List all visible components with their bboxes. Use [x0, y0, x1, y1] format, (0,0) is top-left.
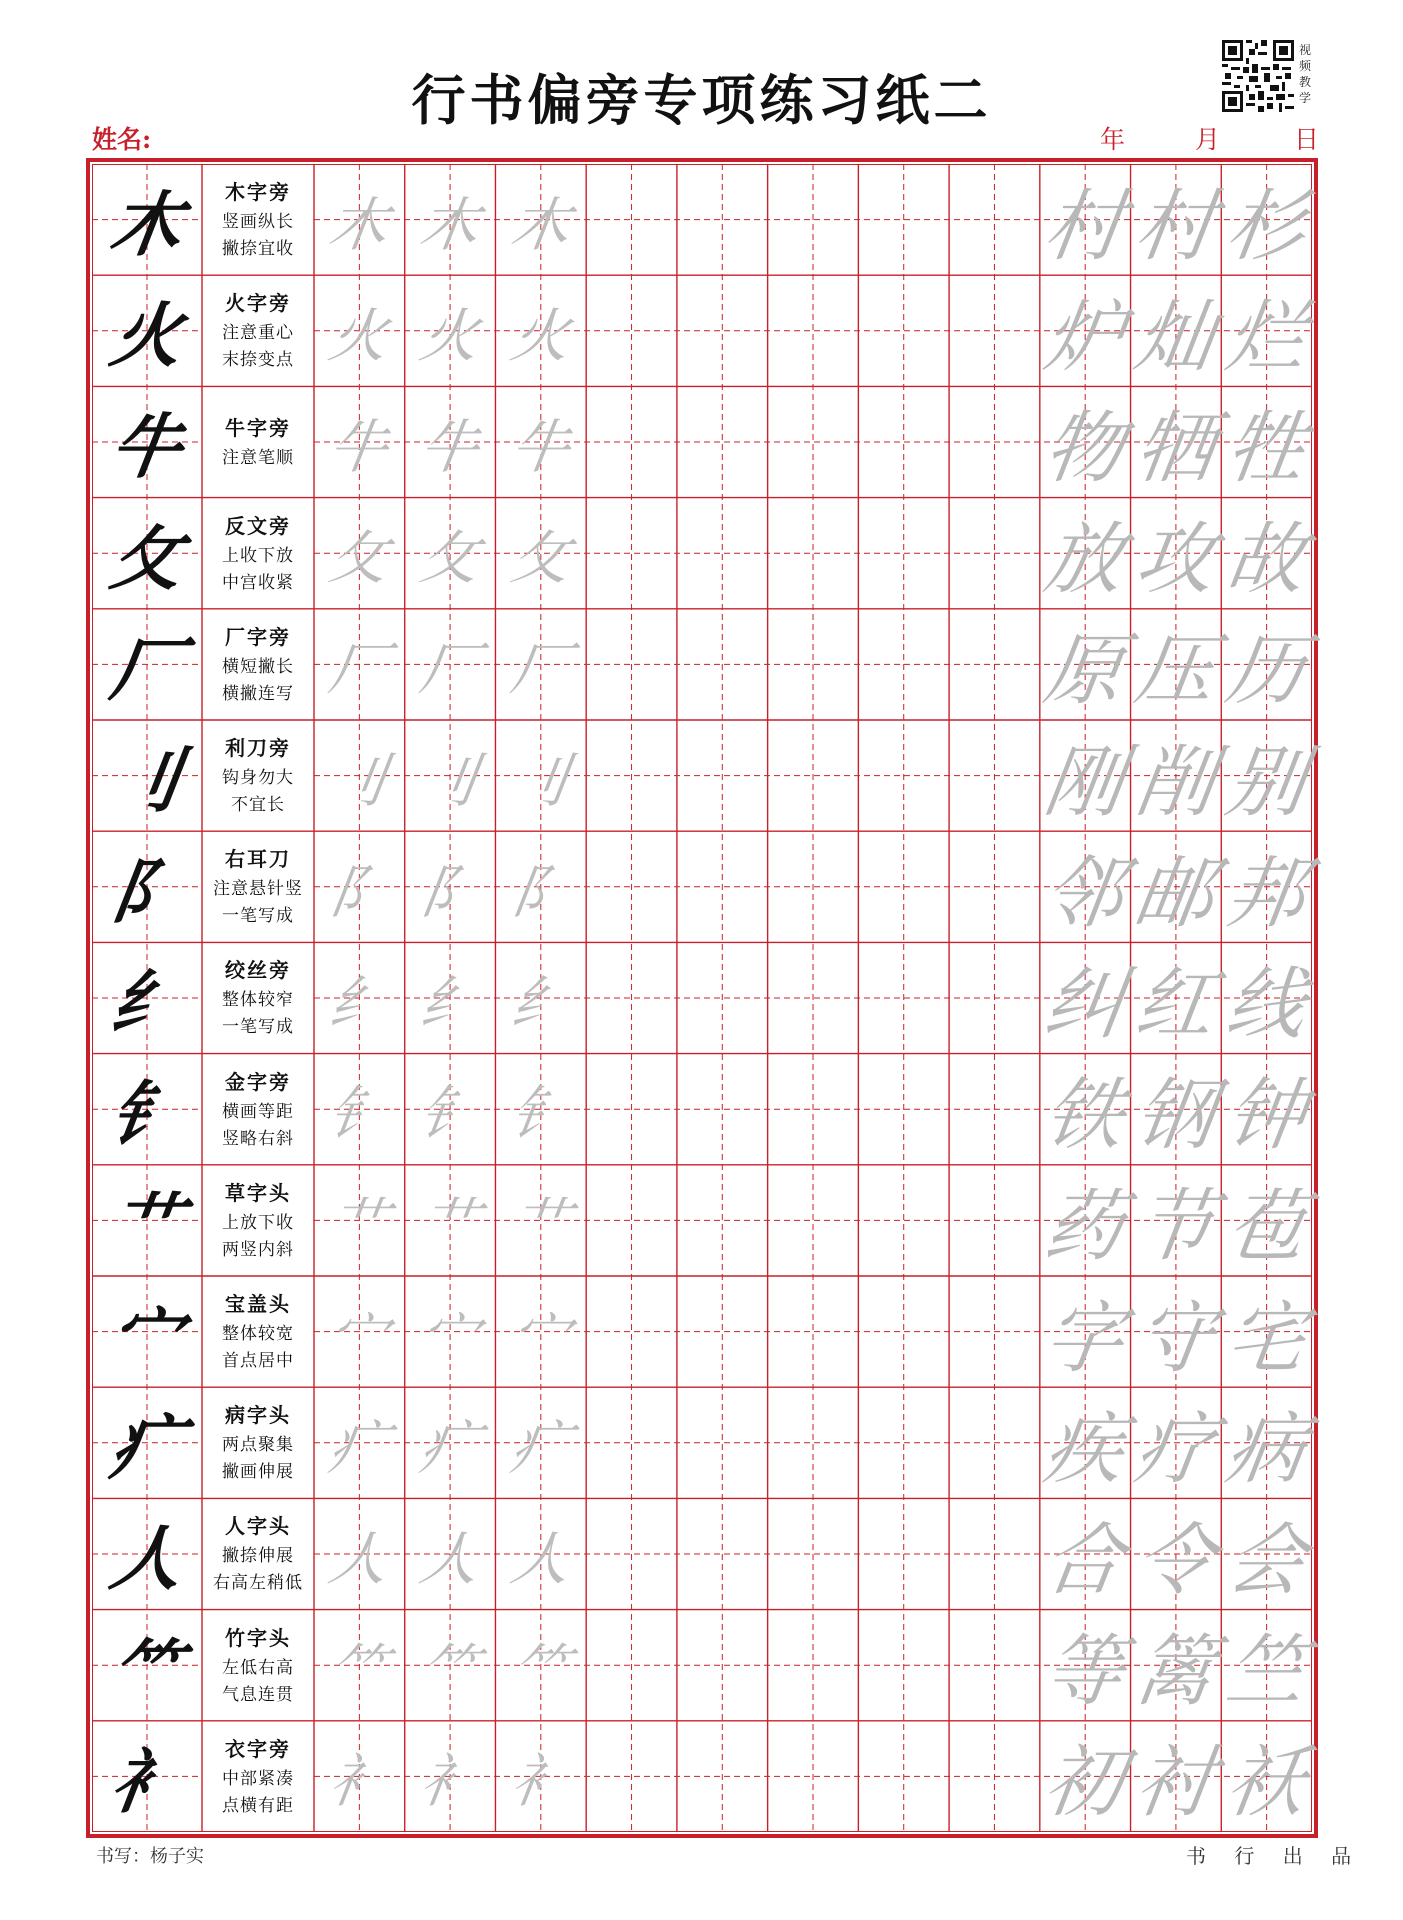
trace-radical-cell[interactable] — [495, 275, 586, 386]
trace-example-cell[interactable] — [1221, 609, 1312, 720]
trace-example-char: 等 — [1038, 1627, 1130, 1718]
model-radical-cell — [92, 1610, 202, 1721]
trace-example-cell[interactable] — [1221, 1498, 1312, 1609]
trace-example-cell[interactable] — [1131, 831, 1222, 942]
trace-example-cell[interactable] — [1131, 1610, 1222, 1721]
trace-radical: 牛 — [506, 412, 574, 481]
model-radical: 纟 — [105, 961, 188, 1045]
trace-radical: 木 — [324, 190, 393, 259]
trace-radical: 宀 — [506, 1302, 574, 1371]
trace-example-cell[interactable] — [1131, 1165, 1222, 1276]
trace-radical-cell[interactable] — [405, 831, 496, 942]
practice-row — [92, 498, 1312, 609]
trace-radical-cell[interactable] — [314, 1276, 405, 1387]
trace-radical-cell[interactable] — [495, 1165, 586, 1276]
radical-description — [202, 609, 314, 720]
model-radical: 钅 — [105, 1072, 188, 1156]
trace-radical: 衤 — [415, 1747, 484, 1816]
model-radical-cell — [92, 498, 202, 609]
trace-example-cell[interactable] — [1131, 1276, 1222, 1387]
model-radical-cell — [92, 609, 202, 720]
trace-example-cell[interactable] — [1221, 386, 1312, 497]
trace-example-cell[interactable] — [1131, 1721, 1222, 1832]
trace-radical: 阝 — [324, 857, 393, 926]
trace-radical: 疒 — [324, 1413, 393, 1482]
trace-radical: 钅 — [324, 1080, 393, 1149]
radical-name: 竹字头 — [225, 1625, 291, 1650]
radical-name: 右耳刀 — [225, 847, 291, 872]
trace-example-char: 初 — [1038, 1738, 1130, 1829]
trace-radical-cell[interactable] — [495, 386, 586, 497]
trace-example-cell[interactable] — [1131, 942, 1222, 1053]
trace-radical-cell[interactable] — [405, 1721, 496, 1832]
writing-tip: 一笔写成 — [222, 1017, 294, 1038]
trace-example-cell[interactable] — [1131, 1387, 1222, 1498]
model-radical: 阝 — [105, 850, 188, 934]
trace-radical-cell[interactable] — [495, 609, 586, 720]
radical-description — [202, 831, 314, 942]
trace-radical-cell[interactable] — [405, 1054, 496, 1165]
radical-description — [202, 498, 314, 609]
writing-tip: 撇画伸展 — [222, 1462, 294, 1483]
qr-code-icon — [1222, 40, 1294, 112]
trace-example-char: 邻 — [1038, 848, 1130, 939]
trace-example-cell[interactable] — [1221, 1610, 1312, 1721]
trace-example-char: 纠 — [1038, 959, 1130, 1050]
trace-example-char: 邮 — [1129, 848, 1221, 939]
trace-example-cell[interactable] — [1221, 720, 1312, 831]
writing-tip: 撇捺宜收 — [222, 239, 294, 260]
radical-description — [202, 720, 314, 831]
trace-example-cell[interactable] — [1040, 720, 1131, 831]
radical-description — [202, 1276, 314, 1387]
model-radical-cell — [92, 1387, 202, 1498]
qr-code[interactable] — [1222, 40, 1294, 112]
writing-tip: 两竖内斜 — [222, 1239, 294, 1260]
model-radical: 火 — [105, 294, 188, 378]
writing-tip: 竖画纵长 — [222, 212, 294, 233]
trace-radical-cell[interactable] — [314, 1165, 405, 1276]
trace-radical: 宀 — [415, 1302, 484, 1371]
trace-radical-cell[interactable] — [314, 1610, 405, 1721]
model-radical: 厂 — [105, 627, 188, 711]
trace-radical-cell[interactable] — [495, 1054, 586, 1165]
trace-example-char: 压 — [1129, 626, 1221, 717]
trace-radical: 牛 — [324, 412, 393, 481]
trace-radical-cell[interactable] — [495, 1276, 586, 1387]
writing-tip: 点横有距 — [222, 1795, 294, 1816]
trace-radical: 阝 — [415, 857, 484, 926]
page-title: 行书偏旁专项练习纸二 — [411, 68, 992, 132]
trace-example-char: 竺 — [1220, 1627, 1311, 1718]
trace-example-char: 袄 — [1220, 1738, 1311, 1829]
trace-example-cell[interactable] — [1040, 1610, 1131, 1721]
trace-example-cell[interactable] — [1221, 1276, 1312, 1387]
writing-tip: 中宫收紧 — [222, 572, 294, 593]
practice-row — [92, 275, 1312, 386]
publisher-credit: 书 行 出 品 — [1186, 1844, 1363, 1868]
trace-radical: 火 — [324, 301, 393, 370]
trace-radical: 人 — [506, 1524, 574, 1593]
radical-description — [202, 164, 314, 275]
trace-example-char: 疾 — [1038, 1404, 1130, 1495]
radical-name: 火字旁 — [225, 291, 291, 316]
trace-example-char: 削 — [1129, 737, 1221, 828]
radical-name: 绞丝旁 — [225, 958, 291, 983]
trace-radical-cell[interactable] — [495, 1387, 586, 1498]
trace-radical: 火 — [506, 301, 574, 370]
model-radical: 攵 — [105, 516, 188, 600]
trace-example-char: 字 — [1038, 1293, 1130, 1384]
practice-row — [92, 720, 1312, 831]
trace-example-char: 放 — [1038, 515, 1130, 606]
radical-description — [202, 1387, 314, 1498]
trace-radical-cell[interactable] — [314, 386, 405, 497]
writing-tip: 上收下放 — [222, 545, 294, 566]
trace-example-char: 杉 — [1220, 181, 1311, 272]
trace-radical-cell[interactable] — [314, 942, 405, 1053]
model-radical-cell — [92, 942, 202, 1053]
trace-radical: 刂 — [506, 746, 574, 815]
model-radical: 疒 — [105, 1406, 188, 1490]
radical-name: 木字旁 — [225, 180, 291, 205]
trace-example-cell[interactable] — [1040, 498, 1131, 609]
practice-row — [92, 1610, 1312, 1721]
writing-tip: 两点聚集 — [222, 1435, 294, 1456]
trace-example-cell[interactable] — [1131, 720, 1222, 831]
trace-radical-cell[interactable] — [405, 164, 496, 275]
trace-example-cell[interactable] — [1040, 609, 1131, 720]
trace-example-cell[interactable] — [1131, 609, 1222, 720]
trace-example-char: 篱 — [1129, 1627, 1221, 1718]
model-radical-cell — [92, 720, 202, 831]
trace-radical: 攵 — [324, 524, 393, 593]
trace-radical: 厂 — [324, 635, 393, 704]
radical-name: 厂字旁 — [225, 624, 291, 649]
trace-radical: 艹 — [324, 1191, 393, 1260]
trace-example-char: 别 — [1220, 737, 1311, 828]
trace-radical: 阝 — [506, 857, 574, 926]
trace-radical-cell[interactable] — [314, 1498, 405, 1609]
trace-radical: 牛 — [415, 412, 484, 481]
trace-example-cell[interactable] — [1040, 275, 1131, 386]
practice-row — [92, 1276, 1312, 1387]
trace-radical: 宀 — [324, 1302, 393, 1371]
trace-radical-cell[interactable] — [314, 1054, 405, 1165]
trace-example-char: 历 — [1220, 626, 1311, 717]
writing-tip: 注意悬针竖 — [213, 879, 303, 900]
practice-row — [92, 386, 1312, 497]
trace-example-cell[interactable] — [1040, 1721, 1131, 1832]
radical-description — [202, 386, 314, 497]
trace-example-cell[interactable] — [1221, 831, 1312, 942]
trace-example-char: 衬 — [1129, 1738, 1221, 1829]
radical-name: 金字旁 — [225, 1069, 291, 1094]
trace-radical-cell[interactable] — [314, 275, 405, 386]
radical-name: 利刀旁 — [225, 736, 291, 761]
trace-radical-cell[interactable] — [314, 609, 405, 720]
practice-row — [92, 609, 1312, 720]
writing-tip: 撇捺伸展 — [222, 1546, 294, 1567]
trace-example-char: 红 — [1129, 959, 1221, 1050]
trace-example-cell[interactable] — [1040, 1276, 1131, 1387]
writing-tip: 上放下收 — [222, 1212, 294, 1233]
model-radical-cell — [92, 1276, 202, 1387]
writing-tip: 右高左稍低 — [213, 1573, 303, 1594]
radical-name: 人字头 — [225, 1514, 291, 1539]
writing-tip: 横短撇长 — [222, 656, 294, 677]
trace-radical: 纟 — [324, 968, 393, 1037]
trace-radical: 衤 — [506, 1747, 574, 1816]
model-radical: 刂 — [105, 739, 188, 823]
model-radical-cell — [92, 1498, 202, 1609]
model-radical-cell — [92, 164, 202, 275]
writing-tip: 整体较窄 — [222, 990, 294, 1011]
trace-radical: ⺮ — [415, 1636, 484, 1705]
practice-row — [92, 1054, 1312, 1165]
practice-row — [92, 1721, 1312, 1832]
trace-example-char: 物 — [1038, 403, 1130, 494]
trace-example-char: 牲 — [1220, 403, 1311, 494]
trace-radical-cell[interactable] — [405, 1498, 496, 1609]
trace-example-char: 灿 — [1129, 292, 1221, 383]
trace-example-cell[interactable] — [1040, 942, 1131, 1053]
name-field-label: 姓名: — [92, 125, 152, 154]
date-year-label: 年 — [1100, 125, 1126, 154]
model-radical-cell — [92, 275, 202, 386]
trace-radical-cell[interactable] — [405, 275, 496, 386]
trace-radical: 艹 — [415, 1191, 484, 1260]
trace-example-char: 攻 — [1129, 515, 1221, 606]
trace-radical-cell[interactable] — [405, 609, 496, 720]
trace-example-char: 线 — [1220, 959, 1311, 1050]
trace-example-cell[interactable] — [1131, 275, 1222, 386]
trace-radical: 纟 — [415, 968, 484, 1037]
trace-radical: 钅 — [415, 1080, 484, 1149]
trace-radical: ⺮ — [324, 1636, 393, 1705]
writing-tip: 横撇连写 — [222, 683, 294, 704]
trace-radical-cell[interactable] — [314, 720, 405, 831]
radical-name: 草字头 — [225, 1180, 291, 1205]
radical-description — [202, 1165, 314, 1276]
trace-radical-cell[interactable] — [405, 498, 496, 609]
trace-example-char: 故 — [1220, 515, 1311, 606]
trace-radical-cell[interactable] — [495, 720, 586, 831]
writing-tip: 竖略右斜 — [222, 1128, 294, 1149]
practice-row — [92, 942, 1312, 1053]
practice-row — [92, 164, 1312, 275]
trace-radical-cell[interactable] — [314, 164, 405, 275]
trace-example-cell[interactable] — [1221, 1165, 1312, 1276]
trace-radical-cell[interactable] — [495, 831, 586, 942]
trace-radical: 疒 — [506, 1413, 574, 1482]
trace-radical: 厂 — [415, 635, 484, 704]
trace-radical: 艹 — [506, 1191, 574, 1260]
trace-radical: 纟 — [506, 968, 574, 1037]
trace-radical: 疒 — [415, 1413, 484, 1482]
trace-radical-cell[interactable] — [405, 720, 496, 831]
trace-radical: 厂 — [506, 635, 574, 704]
trace-example-char: 病 — [1220, 1404, 1311, 1495]
trace-example-char: 疗 — [1129, 1404, 1221, 1495]
trace-radical: 木 — [506, 190, 574, 259]
trace-example-char: 刚 — [1038, 737, 1130, 828]
model-radical: ⺮ — [105, 1628, 188, 1712]
writing-tip: 注意笔顺 — [222, 447, 294, 468]
trace-radical: 衤 — [324, 1747, 393, 1816]
trace-radical-cell[interactable] — [405, 1165, 496, 1276]
trace-example-char: 村 — [1038, 181, 1130, 272]
writing-tip: 注意重心 — [222, 323, 294, 344]
qr-caption: 视频教学 — [1299, 43, 1312, 105]
trace-radical-cell[interactable] — [314, 831, 405, 942]
practice-row — [92, 1165, 1312, 1276]
model-radical-cell — [92, 1165, 202, 1276]
radical-name: 牛字旁 — [225, 415, 291, 440]
trace-radical: 木 — [415, 190, 484, 259]
trace-radical-cell[interactable] — [405, 386, 496, 497]
trace-radical-cell[interactable] — [405, 1276, 496, 1387]
trace-example-cell[interactable] — [1221, 498, 1312, 609]
model-radical: 木 — [105, 183, 188, 267]
trace-example-cell[interactable] — [1131, 386, 1222, 497]
trace-example-cell[interactable] — [1040, 1165, 1131, 1276]
trace-example-char: 村 — [1129, 181, 1221, 272]
model-radical-cell — [92, 1054, 202, 1165]
trace-radical-cell[interactable] — [495, 1721, 586, 1832]
trace-example-cell[interactable] — [1131, 1054, 1222, 1165]
trace-example-cell[interactable] — [1221, 1054, 1312, 1165]
trace-example-char: 牺 — [1129, 403, 1221, 494]
model-radical: 衤 — [105, 1739, 188, 1823]
model-radical-cell — [92, 831, 202, 942]
radical-description — [202, 1721, 314, 1832]
trace-example-cell[interactable] — [1221, 164, 1312, 275]
radical-name: 反文旁 — [225, 513, 291, 538]
radical-description — [202, 1610, 314, 1721]
writing-tip: 末捺变点 — [222, 350, 294, 371]
trace-example-cell[interactable] — [1040, 1498, 1131, 1609]
trace-example-char: 铁 — [1038, 1071, 1130, 1162]
trace-example-cell[interactable] — [1221, 275, 1312, 386]
trace-radical: 人 — [415, 1524, 484, 1593]
trace-radical-cell[interactable] — [495, 1498, 586, 1609]
trace-example-cell[interactable] — [1131, 1498, 1222, 1609]
radical-description — [202, 275, 314, 386]
radical-description — [202, 1054, 314, 1165]
radical-description — [202, 1498, 314, 1609]
model-radical: 宀 — [105, 1295, 188, 1379]
writing-tip: 气息连贯 — [222, 1684, 294, 1705]
trace-radical-cell[interactable] — [495, 942, 586, 1053]
trace-example-char: 令 — [1129, 1515, 1221, 1606]
trace-example-char: 钟 — [1220, 1071, 1311, 1162]
trace-radical-cell[interactable] — [405, 1387, 496, 1498]
trace-example-cell[interactable] — [1040, 164, 1131, 275]
date-day-label: 日 — [1294, 125, 1320, 154]
writing-tip: 一笔写成 — [222, 906, 294, 927]
trace-radical: 刂 — [324, 746, 393, 815]
radical-name: 宝盖头 — [225, 1292, 291, 1317]
model-radical: 艹 — [105, 1183, 188, 1267]
trace-example-char: 合 — [1038, 1515, 1130, 1606]
trace-example-cell[interactable] — [1131, 498, 1222, 609]
trace-example-char: 药 — [1038, 1182, 1130, 1273]
trace-example-char: 钢 — [1129, 1071, 1221, 1162]
trace-example-cell[interactable] — [1221, 942, 1312, 1053]
model-radical-cell — [92, 1721, 202, 1832]
trace-example-cell[interactable] — [1040, 831, 1131, 942]
trace-example-cell[interactable] — [1040, 1387, 1131, 1498]
writing-tip: 左低右高 — [222, 1657, 294, 1678]
trace-radical-cell[interactable] — [314, 1721, 405, 1832]
trace-radical: 刂 — [415, 746, 484, 815]
trace-example-char: 会 — [1220, 1515, 1311, 1606]
trace-radical-cell[interactable] — [405, 942, 496, 1053]
trace-radical-cell[interactable] — [495, 1610, 586, 1721]
trace-example-char: 守 — [1129, 1293, 1221, 1384]
radical-description — [202, 942, 314, 1053]
trace-radical: 人 — [324, 1524, 393, 1593]
writing-tip: 钩身勿大 — [222, 768, 294, 789]
trace-example-char: 节 — [1129, 1182, 1221, 1273]
trace-example-cell[interactable] — [1221, 1387, 1312, 1498]
trace-example-cell[interactable] — [1221, 1721, 1312, 1832]
trace-example-char: 邦 — [1220, 848, 1311, 939]
writing-tip: 首点居中 — [222, 1351, 294, 1372]
trace-example-char: 炉 — [1038, 292, 1130, 383]
trace-radical: ⺮ — [506, 1636, 574, 1705]
writer-credit: 书写：杨子实 — [96, 1846, 204, 1867]
radical-name: 衣字旁 — [225, 1736, 291, 1761]
trace-radical-cell[interactable] — [495, 164, 586, 275]
trace-example-cell[interactable] — [1040, 1054, 1131, 1165]
writing-tip: 中部紧凑 — [222, 1768, 294, 1789]
trace-radical: 火 — [415, 301, 484, 370]
trace-radical-cell[interactable] — [495, 498, 586, 609]
trace-radical-cell[interactable] — [405, 1610, 496, 1721]
practice-row — [92, 1498, 1312, 1609]
trace-radical-cell[interactable] — [314, 1387, 405, 1498]
trace-radical: 攵 — [415, 524, 484, 593]
model-radical: 牛 — [105, 405, 188, 489]
trace-radical: 钅 — [506, 1080, 574, 1149]
writing-tip: 横画等距 — [222, 1101, 294, 1122]
practice-row — [92, 1387, 1312, 1498]
trace-example-cell[interactable] — [1131, 164, 1222, 275]
trace-example-char: 原 — [1038, 626, 1130, 717]
trace-example-cell[interactable] — [1040, 386, 1131, 497]
trace-example-char: 苞 — [1220, 1182, 1311, 1273]
model-radical: 人 — [105, 1517, 188, 1601]
trace-example-char: 宅 — [1220, 1293, 1311, 1384]
trace-radical-cell[interactable] — [314, 498, 405, 609]
writing-tip: 整体较宽 — [222, 1324, 294, 1345]
trace-example-char: 烂 — [1220, 292, 1311, 383]
model-radical-cell — [92, 386, 202, 497]
radical-name: 病字头 — [225, 1403, 291, 1428]
date-month-label: 月 — [1195, 125, 1221, 154]
trace-radical: 攵 — [506, 524, 574, 593]
practice-row — [92, 831, 1312, 942]
writing-tip: 不宜长 — [231, 795, 285, 816]
